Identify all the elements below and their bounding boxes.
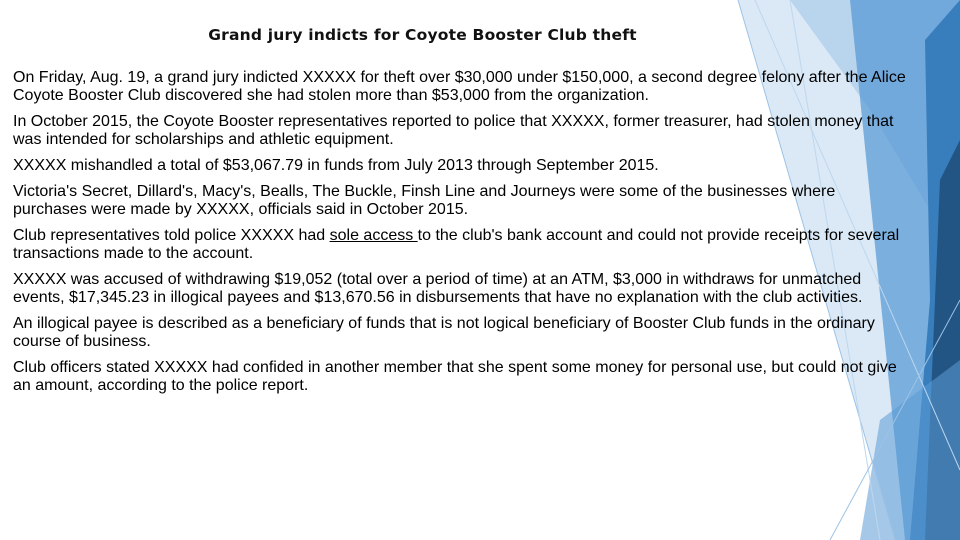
paragraph-police-report: In October 2015, the Coyote Booster representatives reported to police that XXXXX, former treasurer, had stolen money that was intended for scholarships and athletic equipment. <box>13 113 894 148</box>
paragraph-confided: Club officers stated XXXXX had confided in another member that she spent some money for personal use, but could not give an amount, according to the police report. <box>13 359 897 394</box>
paragraph-indictment: On Friday, Aug. 19, a grand jury indicted XXXXX for theft over $30,000 under $150,000, a second degree felony after the Alice Coyote Booster Club discovered she had stolen more than $53,000 from the organization. <box>13 69 906 104</box>
slide-title: Grand jury indicts for Coyote Booster Club theft <box>208 26 637 44</box>
paragraph-total-mishandled: XXXXX mishandled a total of $53,067.79 in funds from July 2013 through September 2015. <box>13 157 659 174</box>
paragraph-sole-access <box>13 227 908 263</box>
paragraph-illogical-payee: An illogical payee is described as a beneficiary of funds that is not logical beneficiary of Booster Club funds in the ordinary course of business. <box>13 315 875 350</box>
sole-access-before: Club representatives told police XXXXX had <box>13 227 330 244</box>
sole-access-after: to the club's bank account and could not provide receipts for several transactions made to the account. <box>13 227 900 262</box>
slide-body <box>13 69 908 403</box>
paragraph-businesses: Victoria's Secret, Dillard's, Macy's, Bealls, The Buckle, Finsh Line and Journeys were some of the businesses where purchases were made by XXXXX, officials said in October 2015. <box>13 183 836 218</box>
paragraph-withdrawals: XXXXX was accused of withdrawing $19,052 (total over a period of time) at an ATM, $3,000 in withdraws for unmatched events, $17,345.23 in illogical payees and $13,670.56 in disbursements that have no explanation with the club activities. <box>13 271 863 306</box>
sole-access-underlined: sole access <box>329 227 418 244</box>
